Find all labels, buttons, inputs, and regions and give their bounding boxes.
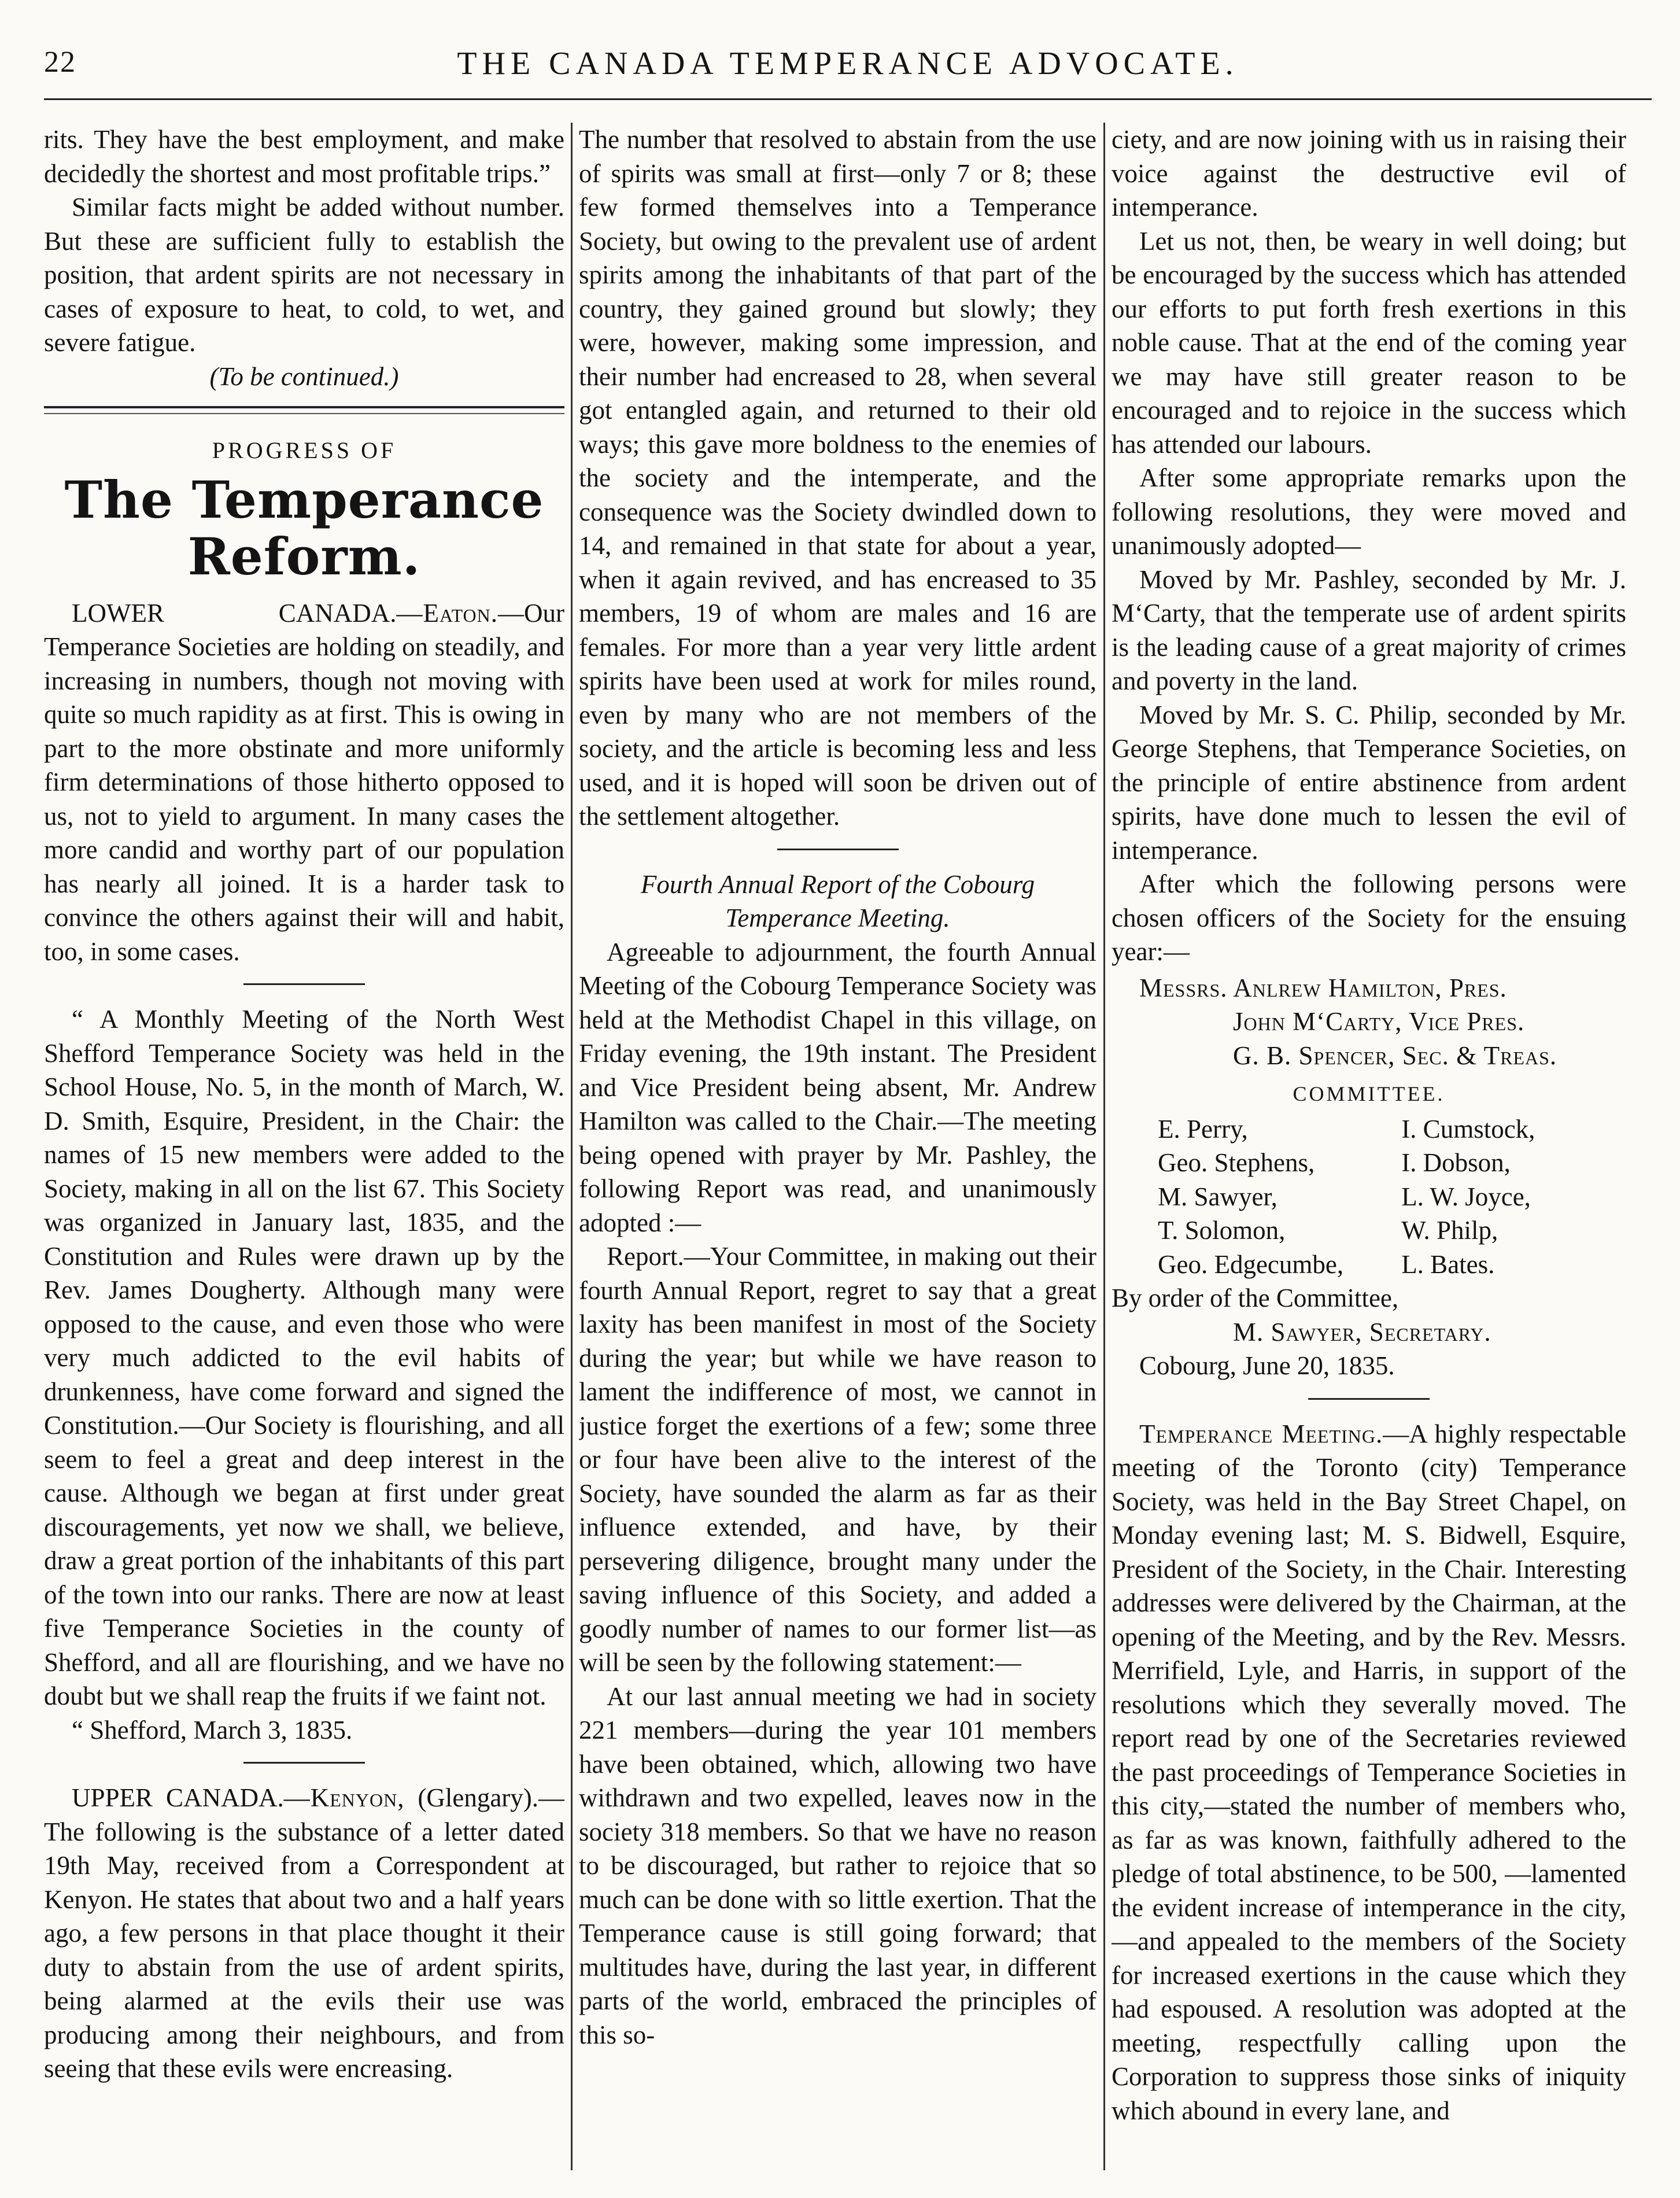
column-3 — [1112, 123, 1626, 2170]
separator-rule — [777, 849, 899, 850]
running-head — [44, 35, 1652, 100]
committee-member: L. W. Joyce, — [1401, 1182, 1531, 1211]
place-date-line: Cobourg, June 20, 1835. — [1139, 1351, 1395, 1380]
column-1 — [44, 123, 564, 2170]
article-lower-canada — [44, 596, 564, 969]
officer-line: Messrs. Anlrew Hamilton, Pres. — [1139, 973, 1507, 1002]
resolution: Moved by Mr. Pashley, seconded by Mr. J. M‘Carty, that the temperate use of ardent spirits is the leading cause of a great majority of crimes and poverty in the land. — [1112, 565, 1626, 695]
column-rule — [571, 123, 573, 2170]
article-text: —A highly respectable meeting of the Toronto (city) Temperance Society, was held in the Bay Street Chapel, on Monday evening last; M. S. Bidwell, Esquire, President of the Society, in the Chair. Interesting addresses were delivered by the Chairman, at the opening of the Meeting, and by the Rev. Messrs. Merrifield, Lyle, and Harris, in support of the resolutions which they severally moved. The report read by one of the Secretaries reviewed the past proceedings of Temperance Societies in this city,—stated the number of members who, as far as was known, faithfully adhered to the pledge of total abstinence, to be 500, —lamented the evident increase of intemperance in the city,—and appealed to the members of the Society for increased exertions in the cause which they had espoused. A resolution was adopted at the meeting, respectfully calling upon the Corporation to suppress those sinks of iniquity which abound in every lane, and — [1112, 1419, 1626, 2125]
report-title: Fourth Annual Report of the Cobourg Temperance Meeting. — [640, 869, 1035, 932]
article-label: Temperance Meeting. — [1139, 1419, 1383, 1448]
section-rule — [44, 406, 564, 408]
paragraph: rits. They have the best employment, and make decidedly the shortest and most profitable trips.” — [44, 125, 564, 188]
article-text: —Our Temperance Societies are holding on steadily, and increasing in numbers, though not moving with quite so much rapidity as at first. This is owing in part to the more obstinate and more uniformly firm determinations of those hitherto opposed to us, not to yield to argument. In many cases the more candid and worthy part of our population has nearly all joined. It is a harder task to convince the others against their will and habit, too, in some cases. — [44, 598, 564, 966]
page-number: 22 — [44, 46, 76, 79]
committee-member: M. Sawyer, — [1158, 1182, 1277, 1211]
region-label: LOWER CANADA. — [72, 598, 397, 628]
place-name: —Eaton. — [396, 598, 499, 628]
separator-rule — [243, 1762, 365, 1764]
section-kicker: PROGRESS OF — [212, 437, 397, 463]
separator-rule — [243, 983, 365, 985]
committee-member: Geo. Edgecumbe, — [1158, 1249, 1344, 1279]
separator-rule — [1308, 1398, 1430, 1400]
by-order-line: By order of the Committee, — [1112, 1284, 1399, 1312]
secretary-line: M. Sawyer, Secretary. — [1233, 1317, 1491, 1347]
article-text: (Glengary).—The following is the substance of a letter dated 19th May, received from a Correspondent at Kenyon. He states that about two and a half years ago, a few persons in that place thought it their duty to abstain from the use of ardent spirits, being alarmed at the evils their use was producing among their neighbours, and from seeing that these evils were encreasing. — [44, 1783, 564, 2083]
committee-heading: COMMITTEE. — [1293, 1082, 1445, 1105]
column-rule — [1103, 123, 1105, 2170]
committee-member: E. Perry, — [1158, 1114, 1248, 1144]
paragraph: At our last annual meeting we had in society 221 members—during the year 101 members have been obtained, which, allowing two have withdrawn and two expelled, leaves now in the society 318 members. So that we have no reason to be discouraged, but rather to rejoice that so much can be done with so little exertion. That the Temperance cause is still going forward; that multitudes have, during the last year, in different parts of the world, embraced the principles of this so- — [579, 1681, 1096, 2049]
article-upper-canada — [44, 1781, 564, 2086]
paragraph: Similar facts might be added without number. But these are sufficient fully to establish the position, that ardent spirits are not necessary in cases of exposure to heat, to cold, to wet, and severe fatigue. — [44, 193, 564, 357]
to-be-continued: (To be continued.) — [209, 362, 399, 391]
dateline: “ Shefford, March 3, 1835. — [72, 1715, 353, 1745]
paragraph: Report.—Your Committee, in making out their fourth Annual Report, regret to say that a great laxity has been manifest in most of the Society during the year; but while we have reason to lament the indifference of most, we cannot in justice forget the exertions of a few; some three or four have been alive to the interest of the Society, have sounded the alarm as far as their influence extended, and have, by their persevering diligence, brought many under the saving influence of this Society, and added a goodly number of names to our former list—as will be seen by the following statement:— — [579, 1242, 1096, 1677]
article-shefford: “ A Monthly Meeting of the North West Shefford Temperance Society was held in the School House, No. 5, in the month of March, W. D. Smith, Esquire, President, in the Chair: the names of 15 new members were added to the Society, making in all on the list 67. This Society was organized in January last, 1835, and the Constitution and Rules were drawn up by the Rev. James Dougherty. Although many were opposed to the cause, and even those who were very much addicted to the evil habits of drunkenness, have come forward and signed the Constitution.—Our Society is flourishing, and all seem to feel a great and deep interest in the cause. Although we began at first under great discouragements, yet now we shall, we believe, draw a great portion of the inhabitants of this part of the town into our ranks. There are now at least five Temperance Societies in the county of Shefford, and all are flourishing, and we have no doubt but we shall reap the fruits if we faint not. — [44, 1005, 564, 1710]
section-rule — [44, 413, 564, 414]
committee-member: L. Bates. — [1401, 1249, 1495, 1279]
paragraph: Agreeable to adjournment, the fourth Annual Meeting of the Cobourg Temperance Society was held at the Methodist Chapel in this village, on Friday evening, the 19th instant. The President and Vice President being absent, Mr. Andrew Hamilton was called to the Chair.—The meeting being opened with prayer by Mr. Pashley, the following Report was read, and unanimously adopted :— — [579, 937, 1096, 1237]
committee-member: Geo. Stephens, — [1158, 1148, 1315, 1177]
paragraph: ciety, and are now joining with us in raising their voice against the destructive evil of intemperance. — [1112, 125, 1626, 222]
paragraph: Let us not, then, be weary in well doing; but be encouraged by the success which has attended our efforts to put forth fresh exertions in this noble cause. That at the end of the coming year we may have still greater reason to be encouraged and to rejoice in the success which has attended our labours. — [1112, 226, 1626, 459]
paragraph: After some appropriate remarks upon the following resolutions, they were moved and unanimously adopted— — [1112, 463, 1626, 560]
officer-line: G. B. Spencer, Sec. & Treas. — [1233, 1041, 1557, 1070]
paragraph: After which the following persons were chosen officers of the Society for the ensuing year:— — [1112, 869, 1626, 966]
officers-list — [1112, 971, 1626, 1073]
officer-line: John M‘Carty, Vice Pres. — [1233, 1007, 1525, 1036]
paragraph: The number that resolved to abstain from the use of spirits was small at first—only 7 or 8; these few formed themselves into a Temperance Society, but owing to the prevalent use of ardent spirits among the inhabitants of that part of the country, they gained ground but slowly; they were, however, making some impression, and their number had encreased to 28, when several got entangled again, and returned to their old ways; this gave more boldness to the enemies of the society and the intemperate, and the consequence was the Society dwindled down to 14, and remained in that state for about a year, when it again revived, and has encreased to 35 members, 19 of whom are males and 16 are females. For more than a year very little ardent spirits have been used at work for miles round, even by many who are not members of the society, and the article is becoming less and less used, and it is hoped will soon be driven out of the settlement altogether. — [579, 125, 1096, 831]
article-temperance-meeting — [1112, 1417, 1626, 2128]
committee-member: I. Dobson, — [1401, 1148, 1511, 1177]
committee-member: I. Cumstock, — [1401, 1114, 1535, 1144]
place-name: —Kenyon, — [283, 1783, 405, 1812]
committee-list — [1112, 1112, 1626, 1282]
resolution: Moved by Mr. S. C. Philip, seconded by Mr. George Stephens, that Temperance Societies, on the principle of entire abstinence from ardent spirits, have done much to lessen the evil of intemperance. — [1112, 700, 1626, 865]
masthead-title: THE CANADA TEMPERANCE ADVOCATE. — [457, 46, 1239, 82]
committee-member: W. Philp, — [1401, 1216, 1498, 1245]
column-2 — [579, 123, 1096, 2170]
committee-member: T. Solomon, — [1158, 1216, 1286, 1245]
region-label: UPPER CANADA. — [72, 1783, 284, 1812]
section-title: The Temperance Reform. — [64, 469, 544, 587]
